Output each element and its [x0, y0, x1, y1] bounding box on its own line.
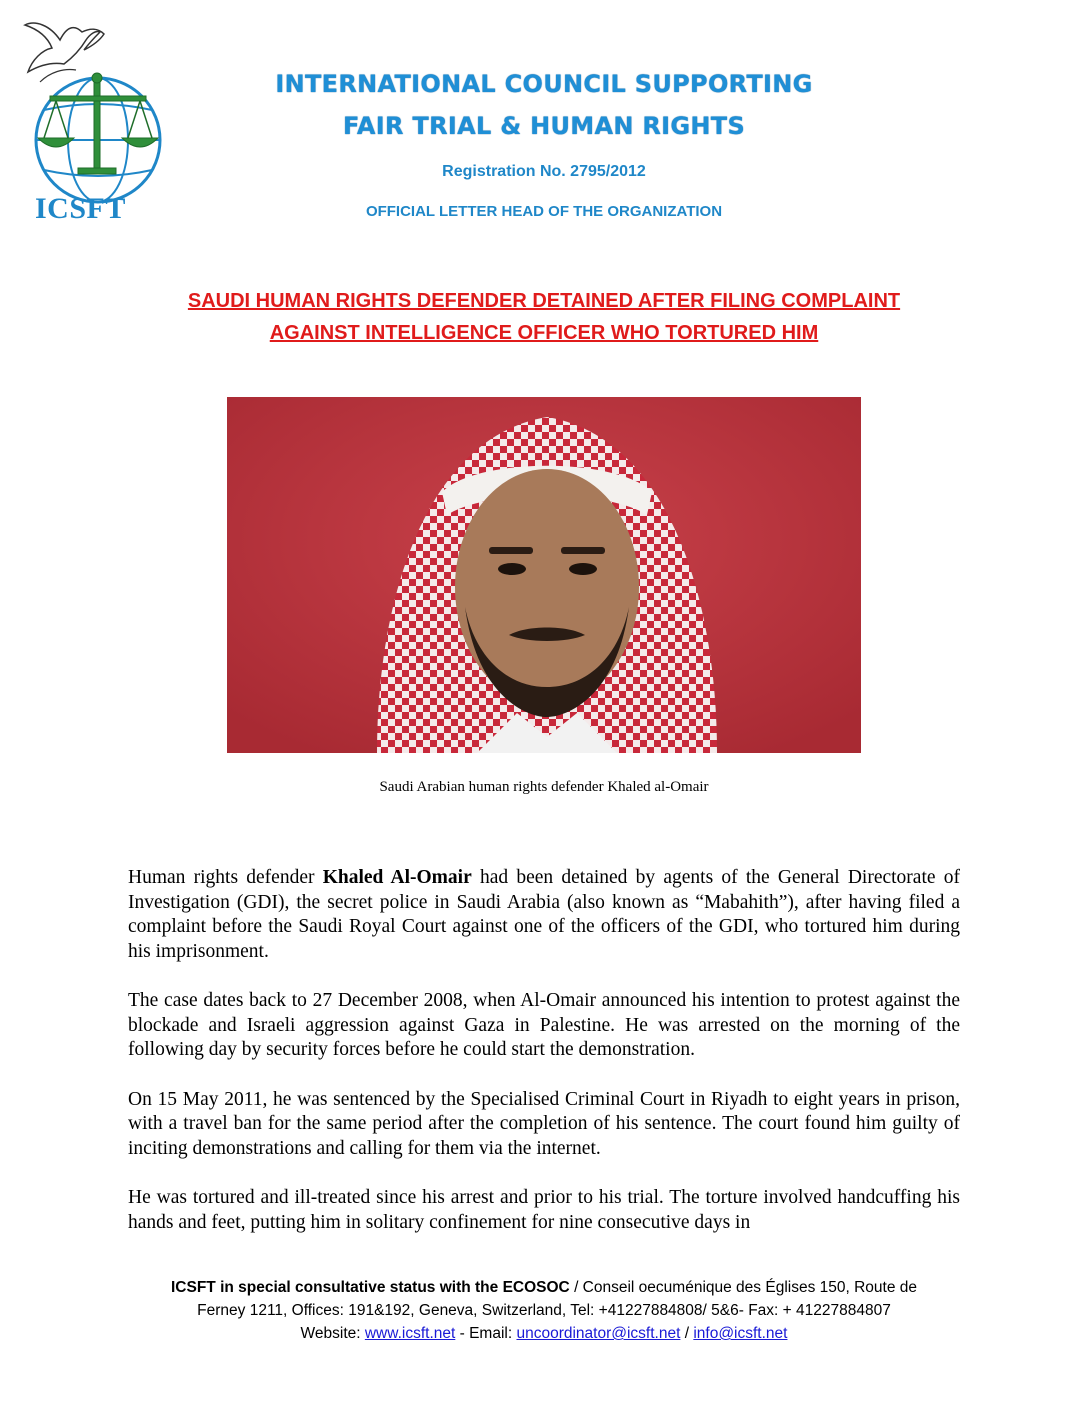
paragraph-4: He was tortured and ill-treated since his arrest and prior to his trial. The torture involved handcuffing his hands and feet, putting him in solitary confinement for nine consecutive days in	[128, 1187, 960, 1233]
paragraph-2: The case dates back to 27 December 2008, when Al-Omair announced his intention to protest against the blockade and Israeli aggression against Gaza in Palestine. He was arrested on the morning of the following day by security forces before he could start the demonstration.	[128, 990, 960, 1060]
footer	[60, 1276, 1028, 1345]
footer-line1: ICSFT in special consultative status with the ECOSOC / Conseil oecuménique des Églises 150, Route de	[170, 1279, 918, 1296]
registration-number: Registration No. 2795/2012	[442, 163, 646, 180]
paragraph-3: On 15 May 2011, he was sentenced by the Specialised Criminal Court in Riyadh to eight years in prison, with a travel ban for the same period after the completion of his sentence. The court found him guilty of inciting demonstrations and calling for them via the internet.	[128, 1088, 960, 1159]
website-link[interactable]: www.icsft.net	[364, 1325, 456, 1342]
headline-line1: SAUDI HUMAN RIGHTS DEFENDER DETAINED AFTER FILING COMPLAINT	[187, 290, 901, 312]
photo-caption: Saudi Arabian human rights defender Khaled al-Omair	[379, 779, 709, 795]
defender-name: Khaled Al-Omair	[322, 867, 472, 888]
official-letterhead-label: OFFICIAL LETTER HEAD OF THE ORGANIZATION	[365, 203, 723, 220]
portrait-photo	[227, 397, 861, 753]
dove-icon	[25, 23, 104, 82]
paragraph-1: Human rights defender Khaled Al-Omair had been detained by agents of the General Directorate of Investigation (GDI), the secret police in Saudi Arabia (also known as “Mabahith”), after having filed a complaint before the Saudi Royal Court against one of the officers of the GDI, who tortured him during his imprisonment.	[128, 867, 960, 962]
scales-of-justice-icon	[38, 73, 158, 174]
footer-line3: Website: www.icsft.net - Email: uncoordinator@icsft.net / info@icsft.net	[300, 1325, 788, 1342]
footer-line2: Ferney 1211, Offices: 191&192, Geneva, Switzerland, Tel: +41227884808/ 5&6- Fax: + 41227884807	[197, 1302, 891, 1319]
logo-text: ICSFT	[35, 192, 126, 225]
article-body	[128, 866, 960, 1260]
org-name-line2: FAIR TRIAL & HUMAN RIGHTS	[342, 112, 746, 140]
headline-line2: AGAINST INTELLIGENCE OFFICER WHO TORTURED HIM	[269, 322, 819, 344]
email-link-info[interactable]: info@icsft.net	[693, 1325, 788, 1342]
org-name-line1: INTERNATIONAL COUNCIL SUPPORTING	[275, 70, 813, 98]
email-link-uncoordinator[interactable]: uncoordinator@icsft.net	[516, 1325, 681, 1342]
